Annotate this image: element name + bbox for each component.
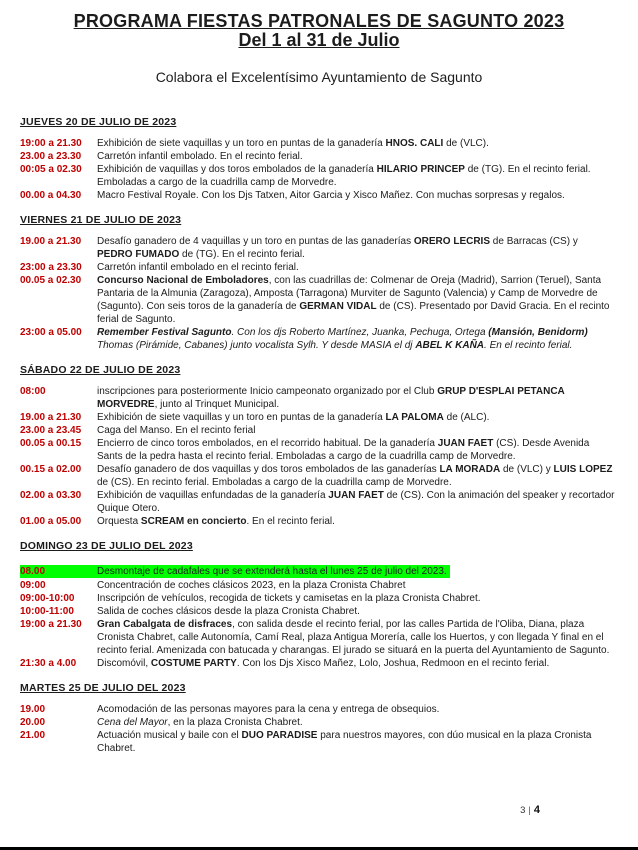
event-time: 19.00 a 21.30: [20, 412, 82, 423]
event-text: Acomodación de las personas mayores para la cena y entrega de obsequios.: [97, 704, 440, 715]
event-time: 10:00-11:00: [20, 606, 74, 617]
event-row: [20, 163, 616, 189]
event-row: [20, 592, 616, 605]
event-row: [20, 489, 616, 515]
day-section: [0, 682, 638, 755]
event-text: Discomóvil, COSTUME PARTY. Con los Djs Xisco Mañez, Lolo, Joshua, Redmoon en el recinto ferial.: [97, 658, 550, 669]
day-section: [0, 364, 638, 528]
event-time: 01.00 a 05.00: [20, 516, 82, 527]
event-text: Remember Festival Sagunto. Con los djs Roberto Martínez, Juanka, Pechuga, Ortega (Mansión, Benidorm) Thomas (Pirámide, Cabanes) junto vocalista Sylh. Y desde MASIA el dj ABEL K KAÑA. En el recinto ferial.: [97, 327, 588, 351]
event-time: 21:30 a 4.00: [20, 658, 77, 669]
event-row: [20, 618, 616, 657]
event-row: [20, 274, 616, 326]
event-row: [20, 729, 616, 755]
event-row: [20, 716, 616, 729]
event-time: 23:00 a 05.00: [20, 327, 82, 338]
event-row: [20, 411, 616, 424]
day-section: [0, 540, 638, 670]
event-text: Actuación musical y baile con el DUO PARADISE para nuestros mayores, con dúo musical en la plaza Cronista Chabret.: [97, 730, 592, 754]
event-time: 23.00 a 23.30: [20, 151, 82, 162]
page-number: [520, 804, 540, 816]
event-time: 02.00 a 03.30: [20, 490, 82, 501]
event-time: 00.05 a 02.30: [20, 275, 82, 286]
event-text: Desmontaje de cadafales que se extenderá hasta el lunes 25 de julio del 2023.: [97, 566, 447, 577]
event-row: [20, 326, 616, 352]
day-heading: DOMINGO 23 DE JULIO DEL 2023: [20, 540, 193, 552]
event-text: Carretón infantil embolado en el recinto ferial.: [97, 262, 299, 273]
event-time: 19.00: [20, 704, 46, 715]
event-time: 00:05 a 02.30: [20, 164, 82, 175]
event-time: 23.00 a 23.45: [20, 425, 82, 436]
day-heading: VIERNES 21 DE JULIO DE 2023: [20, 214, 182, 226]
event-text: Concentración de coches clásicos 2023, en la plaza Cronista Chabret: [97, 580, 406, 591]
day-heading: SÁBADO 22 DE JULIO DE 2023: [20, 364, 181, 376]
event-row: [20, 565, 450, 578]
event-time: 19.00 a 21.30: [20, 236, 82, 247]
event-time: 09:00: [20, 580, 46, 591]
event-row: [20, 424, 616, 437]
event-text: Desafío ganadero de 4 vaquillas y un toro en puntas de las ganaderías ORERO LECRIS de Barracas (CS) y PEDRO FUMADO de (TG). En el recinto ferial.: [97, 236, 578, 260]
event-row: [20, 515, 616, 528]
event-row: [20, 605, 616, 618]
event-row: [20, 150, 616, 163]
page-subtitle: Del 1 al 31 de Julio: [238, 30, 400, 50]
event-row: [20, 137, 616, 150]
event-time: 23:00 a 23.30: [20, 262, 82, 273]
event-text: Exhibición de vaquillas y dos toros embolados de la ganadería HILARIO PRINCEP de (TG). En el recinto ferial. Emboladas a cargo de la cuadrilla camp de Morvedre.: [97, 164, 591, 188]
event-row: [20, 235, 616, 261]
event-text: Exhibición de siete vaquillas y un toro en puntas de la ganadería HNOS. CALI de (VLC).: [97, 138, 489, 149]
event-text: Cena del Mayor, en la plaza Cronista Chabret.: [97, 717, 303, 728]
event-text: Gran Cabalgata de disfraces, con salida desde el recinto ferial, por las calles Partida de l'Oliba, Diana, plaza Cronista Chabret, calle Autonomía, Camí Real, plaza Antigua Morería, calle los Huertos, y con llegada Y final en el recinto ferial. Amenizada con batucada y charangas. El jurado se situará en la puerta del Ayuntamiento de Sagunto.: [97, 619, 610, 656]
event-time: 19:00 a 21.30: [20, 619, 82, 630]
event-text: Concurso Nacional de Emboladores, con las cuadrillas de: Colmenar de Oreja (Madrid), Sarrion (Teruel), Santa Pantaria de la Almunia (Zaragoza), Amposta (Tarragona) Murviter de Sagunto (Valencia) y Camp de Morvedre de (Sagunto). Con seis toros de la ganadería de GERMAN VIDAL de (CS). Presentado por David Gracia. En el recinto ferial de Sagunto.: [97, 275, 610, 325]
event-time: 21.00: [20, 730, 46, 741]
event-time: 20.00: [20, 717, 46, 728]
event-text: Macro Festival Royale. Con los Djs Tatxen, Aitor Garcia y Xisco Mañez. Con muchas sorpresas y regalos.: [97, 190, 565, 201]
event-text: Inscripción de vehículos, recogida de tickets y camisetas en la plaza Cronista Chabret.: [97, 593, 481, 604]
event-text: Caga del Manso. En el recinto ferial: [97, 425, 256, 436]
page-title: PROGRAMA FIESTAS PATRONALES DE SAGUNTO 2023: [73, 11, 565, 31]
page-number-current: 3: [520, 805, 526, 816]
page-number-total: 4: [533, 804, 540, 816]
event-text: Encierro de cinco toros embolados, en el recorrido habitual. De la ganadería JUAN FAET (CS). Desde Avenida Sants de la pedra hasta el recinto ferial. Emboladas a cargo de la cuadrilla camp de Morvedre.: [97, 438, 590, 462]
day-section: [0, 116, 638, 202]
day-heading: MARTES 25 DE JULIO DEL 2023: [20, 682, 186, 694]
event-time: 19:00 a 21.30: [20, 138, 82, 149]
event-time: 08.00: [20, 566, 46, 577]
event-text: inscripciones para posteriormente Inicio campeonato organizado por el Club GRUP D'ESPLAI PETANCA MORVEDRE, junto al Trinquet Municipal.: [97, 386, 565, 410]
document-header: [0, 0, 638, 84]
event-text: Orquesta SCREAM en concierto. En el recinto ferial.: [97, 516, 335, 527]
event-row: [20, 579, 616, 592]
day-heading: JUEVES 20 DE JULIO DE 2023: [20, 116, 177, 128]
event-row: [20, 437, 616, 463]
event-text: Desafío ganadero de dos vaquillas y dos toros embolados de las ganaderías LA MORADA de (VLC) y LUIS LOPEZ de (CS). En recinto ferial. Emboladas a cargo de la cuadrilla camp de Morvedre.: [97, 464, 613, 488]
event-time: 00.15 a 02.00: [20, 464, 82, 475]
event-text: Carretón infantil embolado. En el recinto ferial.: [97, 151, 303, 162]
event-row: [20, 703, 616, 716]
day-section: [0, 214, 638, 352]
event-time: 00.05 a 00.15: [20, 438, 82, 449]
program-sections: [0, 116, 638, 755]
event-text: Exhibición de vaquillas enfundadas de la ganadería JUAN FAET de (CS). Con la animación del speaker y recortador Quique Otero.: [97, 490, 615, 514]
event-row: [20, 261, 616, 274]
event-row: [20, 189, 616, 202]
event-row: [20, 463, 616, 489]
event-time: 00.00 a 04.30: [20, 190, 82, 201]
event-row: [20, 657, 616, 670]
collaborator-line: Colabora el Excelentísimo Ayuntamiento de Sagunto: [155, 69, 483, 85]
event-text: Exhibición de siete vaquillas y un toro en puntas de la ganadería LA PALOMA de (ALC).: [97, 412, 490, 423]
event-row: [20, 385, 616, 411]
event-time: 09:00-10:00: [20, 593, 75, 604]
event-text: Salida de coches clásicos desde la plaza Cronista Chabret.: [97, 606, 360, 617]
page-number-separator: |: [528, 805, 531, 816]
event-time: 08:00: [20, 386, 46, 397]
